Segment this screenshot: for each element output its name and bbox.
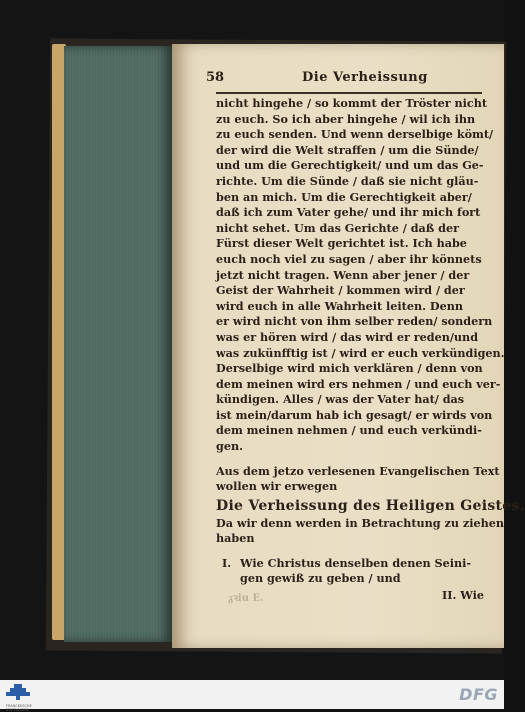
text-line: kündigen. Alles / was der Vater hat/ das [216,392,465,407]
text-line: was er hören wird / das wird er reden/und [216,329,479,344]
catchword: II. Wie [442,588,484,602]
text-line: ben an mich. Um die Gerechtigkeit aber/ [216,189,472,204]
section-title: Die Verheissung des Heiligen Geistes. [216,498,525,514]
text-line: euch noch viel zu sagen / aber ihr könnets [216,251,482,266]
consideration-line: haben [216,531,255,545]
catch-line [228,588,484,604]
text-line: Geist der Wahrheit / kommen wird / der [216,283,465,298]
list-item [222,556,484,586]
text-line: daß ich zum Vater gehe/ und ihr mich fort [216,205,481,220]
text-line: jetzt nicht tragen. Wenn aber jener / der [216,267,470,282]
text-line: wird euch in alle Wahrheit leiten. Denn [216,298,463,313]
body-text [216,96,505,455]
footer-bar [0,680,504,712]
text-line: dem meinen wird ers nehmen / und euch ver- [216,376,501,391]
running-title: Die Verheissung [302,70,428,85]
intro-line: wollen wir erwegen [216,479,338,493]
library-name-line: STIFTUNGEN [6,708,29,712]
list-line [222,556,484,571]
text-line: ist mein/darum hab ich gesagt/ er wirds von [216,407,493,422]
text-line: nicht hingehe / so kommt der Tröster nicht [216,96,488,110]
dfg-logo[interactable]: DFG [459,685,498,704]
intro-line: Aus dem jetzo verlesenen Evangelischen Text [216,464,500,478]
library-name-line: FRANCKESCHE [6,704,32,708]
header-rule [216,92,482,94]
list-line: gen gewiß zu geben / und [240,571,401,585]
page-number: 58 [206,70,225,85]
text-line: Derselbige wird mich verklären / denn von [216,361,483,376]
list-number: I. [222,556,232,570]
text-line: was zukünfftig ist / wird er euch verkündigen. [216,345,505,360]
consideration-line: Da wir denn werden in Betrachtung zu ziehen [216,516,504,530]
text-line: richte. Um die Sünde / daß sie nicht gläu- [216,173,479,188]
section-heading-block [216,464,525,546]
library-name [6,704,32,712]
text-line: zu euch. So ich aber hingehe / wil ich ihn [216,111,476,126]
show-through-text: ᵹꝛiu E. [228,593,264,604]
text-line: Fürst dieser Welt gerichtet ist. Ich habe [216,236,467,251]
text-line: nicht sehet. Um das Gerichte / daß der [216,220,459,235]
running-head [206,70,478,90]
page-fore-edge [64,46,172,642]
text-line: er wird nicht von ihm selber reden/ sondern [216,314,493,329]
library-emblem-icon [4,683,32,701]
list-text: Wie Christus denselben denen Seini- [240,556,472,570]
text-line: der wird die Welt straffen / um die Sünde/ [216,142,479,157]
library-logo[interactable] [4,683,32,712]
text-line: zu euch senden. Und wenn derselbige kömt/ [216,127,494,142]
text-line: dem meinen nehmen / und euch verkündi- [216,423,482,438]
text-line: gen. [216,439,243,454]
text-line: und um die Gerechtigkeit/ und um das Ge- [216,158,484,173]
